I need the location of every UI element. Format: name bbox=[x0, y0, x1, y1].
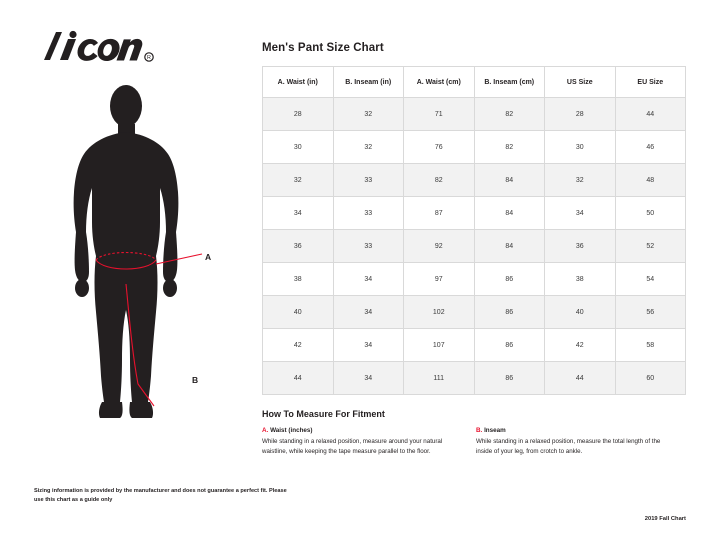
how-to-measure-section bbox=[262, 409, 686, 457]
cell-waist-in: 38 bbox=[263, 263, 334, 296]
page-title: Men's Pant Size Chart bbox=[262, 42, 384, 54]
table-row bbox=[263, 164, 686, 197]
cell-waist-cm: 71 bbox=[404, 98, 475, 131]
cell-inseam-in: 33 bbox=[333, 230, 404, 263]
cell-eu-size: 52 bbox=[615, 230, 686, 263]
cell-waist-cm: 97 bbox=[404, 263, 475, 296]
cell-eu-size: 56 bbox=[615, 296, 686, 329]
table-row bbox=[263, 329, 686, 362]
measure-text-inseam: While standing in a relaxed position, measure the total length of the inside of your leg, from crotch to ankle. bbox=[476, 438, 661, 456]
cell-us-size: 38 bbox=[545, 263, 616, 296]
cell-us-size: 36 bbox=[545, 230, 616, 263]
size-chart-table bbox=[262, 66, 686, 395]
cell-eu-size: 44 bbox=[615, 98, 686, 131]
table-header-row bbox=[263, 67, 686, 98]
icon-logo bbox=[40, 30, 158, 66]
column-header-waist-cm: A. Waist (cm) bbox=[404, 67, 475, 98]
cell-waist-in: 34 bbox=[263, 197, 334, 230]
cell-us-size: 30 bbox=[545, 131, 616, 164]
measure-item-waist bbox=[262, 427, 458, 457]
column-header-us-size: US Size bbox=[545, 67, 616, 98]
cell-waist-cm: 107 bbox=[404, 329, 475, 362]
cell-waist-cm: 92 bbox=[404, 230, 475, 263]
cell-inseam-in: 32 bbox=[333, 98, 404, 131]
cell-inseam-cm: 82 bbox=[474, 131, 545, 164]
cell-inseam-cm: 84 bbox=[474, 164, 545, 197]
cell-us-size: 34 bbox=[545, 197, 616, 230]
cell-us-size: 44 bbox=[545, 362, 616, 395]
table-row bbox=[263, 131, 686, 164]
cell-waist-in: 30 bbox=[263, 131, 334, 164]
measure-letter-a: A. bbox=[262, 427, 269, 434]
column-header-eu-size: EU Size bbox=[615, 67, 686, 98]
svg-text:R: R bbox=[147, 55, 151, 62]
cell-inseam-cm: 86 bbox=[474, 362, 545, 395]
disclaimer-text: Sizing information is provided by the manufacturer and does not guarantee a perfect fit. Please use this chart as a guide only bbox=[34, 488, 287, 503]
cell-inseam-in: 34 bbox=[333, 263, 404, 296]
cell-inseam-cm: 84 bbox=[474, 230, 545, 263]
cell-inseam-cm: 86 bbox=[474, 263, 545, 296]
callout-label-b: B bbox=[192, 375, 199, 385]
cell-inseam-in: 33 bbox=[333, 164, 404, 197]
measure-letter-b: B. bbox=[476, 427, 483, 434]
measure-text-waist: While standing in a relaxed position, measure around your natural waistline, while keeping the tape measure parallel to the floor. bbox=[262, 438, 443, 456]
cell-inseam-in: 33 bbox=[333, 197, 404, 230]
left-column bbox=[34, 30, 244, 424]
cell-us-size: 40 bbox=[545, 296, 616, 329]
cell-waist-cm: 111 bbox=[404, 362, 475, 395]
cell-inseam-in: 34 bbox=[333, 329, 404, 362]
table-row bbox=[263, 230, 686, 263]
table-row bbox=[263, 362, 686, 395]
cell-eu-size: 60 bbox=[615, 362, 686, 395]
cell-waist-cm: 87 bbox=[404, 197, 475, 230]
table-row bbox=[263, 98, 686, 131]
cell-waist-in: 42 bbox=[263, 329, 334, 362]
cell-inseam-cm: 82 bbox=[474, 98, 545, 131]
cell-inseam-cm: 86 bbox=[474, 296, 545, 329]
cell-us-size: 32 bbox=[545, 164, 616, 197]
cell-waist-cm: 76 bbox=[404, 131, 475, 164]
cell-inseam-in: 34 bbox=[333, 296, 404, 329]
column-header-inseam-in: B. Inseam (in) bbox=[333, 67, 404, 98]
cell-eu-size: 58 bbox=[615, 329, 686, 362]
cell-us-size: 28 bbox=[545, 98, 616, 131]
cell-us-size: 42 bbox=[545, 329, 616, 362]
cell-waist-in: 36 bbox=[263, 230, 334, 263]
cell-inseam-in: 32 bbox=[333, 131, 404, 164]
measure-item-inseam bbox=[476, 427, 672, 457]
cell-waist-in: 28 bbox=[263, 98, 334, 131]
cell-inseam-cm: 84 bbox=[474, 197, 545, 230]
measure-name-waist: Waist (inches) bbox=[270, 427, 313, 434]
footer-note: 2019 Fall Chart bbox=[644, 516, 686, 522]
cell-eu-size: 54 bbox=[615, 263, 686, 296]
table-row bbox=[263, 263, 686, 296]
column-header-inseam-cm: B. Inseam (cm) bbox=[474, 67, 545, 98]
cell-eu-size: 50 bbox=[615, 197, 686, 230]
callout-label-a: A bbox=[205, 252, 212, 262]
cell-inseam-cm: 86 bbox=[474, 329, 545, 362]
cell-inseam-in: 34 bbox=[333, 362, 404, 395]
cell-waist-cm: 102 bbox=[404, 296, 475, 329]
right-column bbox=[262, 42, 686, 457]
how-to-measure-title: How To Measure For Fitment bbox=[262, 409, 385, 419]
table-row bbox=[263, 296, 686, 329]
body-figure bbox=[34, 84, 244, 424]
measure-name-inseam: Inseam bbox=[484, 427, 506, 434]
cell-waist-in: 32 bbox=[263, 164, 334, 197]
table-row bbox=[263, 197, 686, 230]
column-header-waist-in: A. Waist (in) bbox=[263, 67, 334, 98]
cell-waist-cm: 82 bbox=[404, 164, 475, 197]
cell-eu-size: 48 bbox=[615, 164, 686, 197]
cell-eu-size: 46 bbox=[615, 131, 686, 164]
cell-waist-in: 40 bbox=[263, 296, 334, 329]
cell-waist-in: 44 bbox=[263, 362, 334, 395]
